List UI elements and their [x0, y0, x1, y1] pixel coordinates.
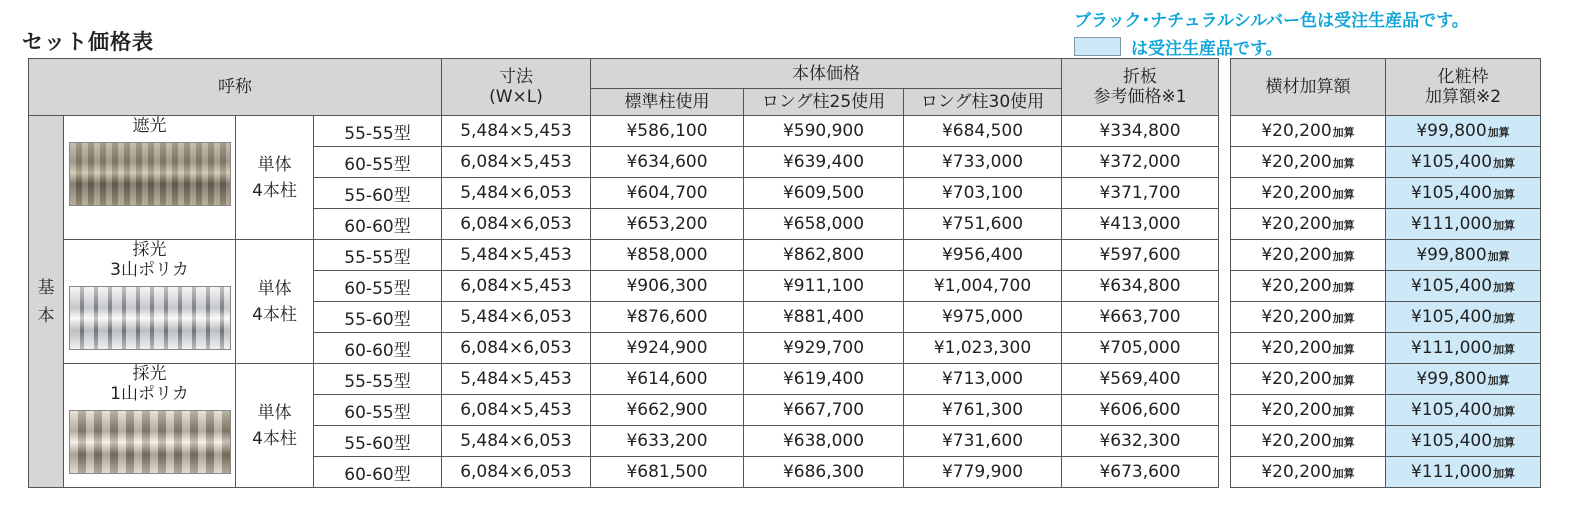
frame-add-cell: [1386, 333, 1541, 364]
model-cell: 55-55型: [314, 240, 442, 271]
swatch-legend-text: は受注生産品です。: [1131, 39, 1283, 59]
add-suffix: 加算: [1493, 343, 1516, 356]
unit-cell: [236, 116, 314, 240]
model-cell: 55-55型: [314, 364, 442, 395]
long25-price-cell: ¥590,900: [744, 116, 904, 147]
add-suffix: 加算: [1332, 188, 1355, 201]
header-frame-sub: 加算額※2: [1424, 87, 1502, 107]
size-cell: 6,084×6,053: [442, 333, 591, 364]
beam-add-value: ¥20,200: [1261, 338, 1332, 358]
beam-add-value: ¥20,200: [1261, 462, 1332, 482]
post-count: 4本柱: [252, 428, 297, 449]
table-row: [29, 364, 1541, 395]
std-price-cell: ¥662,900: [591, 395, 744, 426]
model-cell: 55-60型: [314, 426, 442, 457]
model-cell: 60-55型: [314, 271, 442, 302]
long25-price-cell: ¥658,000: [744, 209, 904, 240]
unit-cell: [236, 240, 314, 364]
beam-add-cell: [1231, 302, 1386, 333]
add-suffix: 加算: [1332, 467, 1355, 480]
beam-add-value: ¥20,200: [1261, 369, 1332, 389]
beam-add-value: ¥20,200: [1261, 214, 1332, 234]
beam-add-cell: [1231, 116, 1386, 147]
size-cell: 5,484×5,453: [442, 240, 591, 271]
std-price-cell: ¥876,600: [591, 302, 744, 333]
long25-price-cell: ¥609,500: [744, 178, 904, 209]
long25-price-cell: ¥911,100: [744, 271, 904, 302]
long30-price-cell: ¥684,500: [904, 116, 1062, 147]
model-cell: 60-60型: [314, 333, 442, 364]
frame-add-value: ¥105,400: [1410, 152, 1493, 172]
folding-price-cell: ¥673,600: [1062, 457, 1219, 488]
long30-price-cell: ¥975,000: [904, 302, 1062, 333]
frame-add-value: ¥105,400: [1410, 183, 1493, 203]
header-frame-label: 化粧枠: [1437, 67, 1489, 87]
column-gap: [1219, 457, 1231, 488]
beam-add-cell: [1231, 364, 1386, 395]
add-suffix: 加算: [1332, 436, 1355, 449]
add-suffix: 加算: [1487, 374, 1510, 387]
beam-add-value: ¥20,200: [1261, 276, 1332, 296]
add-suffix: 加算: [1332, 219, 1355, 232]
frame-add-value: ¥111,000: [1410, 462, 1493, 482]
long25-price-cell: ¥638,000: [744, 426, 904, 457]
model-cell: 60-60型: [314, 457, 442, 488]
column-gap: [1219, 333, 1231, 364]
std-price-cell: ¥906,300: [591, 271, 744, 302]
long25-price-cell: ¥862,800: [744, 240, 904, 271]
category-label: 基 本: [29, 116, 64, 488]
frame-add-cell: [1386, 302, 1541, 333]
add-suffix: 加算: [1332, 250, 1355, 263]
header-std-post: 標準柱使用: [591, 89, 744, 116]
beam-add-value: ¥20,200: [1261, 307, 1332, 327]
made-to-order-color-note: ブラック･ナチュラルシルバー色は受注生産品です。: [1074, 11, 1469, 31]
add-suffix: 加算: [1493, 467, 1516, 480]
frame-add-cell: [1386, 147, 1541, 178]
frame-add-cell: [1386, 178, 1541, 209]
header-size-label: 寸法: [499, 67, 533, 87]
set-price-table: [28, 58, 1541, 488]
shade-roof-photo: [69, 142, 231, 206]
folding-price-cell: ¥663,700: [1062, 302, 1219, 333]
unit-cell: [236, 364, 314, 488]
add-suffix: 加算: [1332, 343, 1355, 356]
std-price-cell: ¥858,000: [591, 240, 744, 271]
size-cell: 6,084×5,453: [442, 271, 591, 302]
price-table-body: [29, 116, 1541, 488]
beam-add-value: ¥20,200: [1261, 431, 1332, 451]
folding-price-cell: ¥371,700: [1062, 178, 1219, 209]
size-cell: 5,484×5,453: [442, 116, 591, 147]
folding-price-cell: ¥705,000: [1062, 333, 1219, 364]
frame-add-value: ¥111,000: [1410, 214, 1493, 234]
std-price-cell: ¥586,100: [591, 116, 744, 147]
product-subname: 1山ポリカ: [110, 384, 189, 404]
header-size-sub: (W×L): [489, 87, 543, 107]
long25-price-cell: ¥639,400: [744, 147, 904, 178]
size-cell: 6,084×5,453: [442, 147, 591, 178]
add-suffix: 加算: [1332, 374, 1355, 387]
size-cell: 6,084×6,053: [442, 209, 591, 240]
column-gap: [1219, 59, 1231, 116]
std-price-cell: ¥604,700: [591, 178, 744, 209]
add-suffix: 加算: [1332, 126, 1355, 139]
product-name: 採光: [132, 240, 167, 260]
column-gap: [1219, 240, 1231, 271]
size-cell: 5,484×6,053: [442, 178, 591, 209]
std-price-cell: ¥681,500: [591, 457, 744, 488]
long30-price-cell: ¥751,600: [904, 209, 1062, 240]
long25-price-cell: ¥619,400: [744, 364, 904, 395]
column-gap: [1219, 209, 1231, 240]
post-count: 4本柱: [252, 180, 297, 201]
product-subname: 3山ポリカ: [110, 260, 189, 280]
long30-price-cell: ¥713,000: [904, 364, 1062, 395]
add-suffix: 加算: [1493, 281, 1516, 294]
unit-type: 単体: [257, 402, 292, 423]
header-frame-add: [1386, 59, 1541, 116]
column-gap: [1219, 364, 1231, 395]
folding-price-cell: ¥597,600: [1062, 240, 1219, 271]
unit-type: 単体: [257, 154, 292, 175]
product-cell: [64, 364, 236, 488]
frame-add-value: ¥105,400: [1410, 431, 1493, 451]
model-cell: 60-55型: [314, 395, 442, 426]
add-suffix: 加算: [1487, 250, 1510, 263]
product-name: 採光: [132, 364, 167, 384]
product-cell: [64, 116, 236, 240]
add-suffix: 加算: [1332, 157, 1355, 170]
size-cell: 5,484×6,053: [442, 302, 591, 333]
model-cell: 60-60型: [314, 209, 442, 240]
product-cell: [64, 240, 236, 364]
model-cell: 60-55型: [314, 147, 442, 178]
frame-add-cell: [1386, 457, 1541, 488]
std-price-cell: ¥633,200: [591, 426, 744, 457]
model-cell: 55-60型: [314, 178, 442, 209]
post-count: 4本柱: [252, 304, 297, 325]
column-gap: [1219, 116, 1231, 147]
frame-add-cell: [1386, 240, 1541, 271]
size-cell: 6,084×6,053: [442, 457, 591, 488]
std-price-cell: ¥924,900: [591, 333, 744, 364]
frame-add-value: ¥99,800: [1416, 121, 1487, 141]
long25-price-cell: ¥881,400: [744, 302, 904, 333]
header-folding-label: 折板: [1123, 67, 1157, 87]
page-title: セット価格表: [22, 30, 154, 54]
column-gap: [1219, 302, 1231, 333]
folding-price-cell: ¥413,000: [1062, 209, 1219, 240]
column-gap: [1219, 271, 1231, 302]
folding-price-cell: ¥334,800: [1062, 116, 1219, 147]
add-suffix: 加算: [1493, 405, 1516, 418]
header-folding-sub: 参考価格※1: [1093, 87, 1187, 107]
add-suffix: 加算: [1493, 219, 1516, 232]
long25-price-cell: ¥686,300: [744, 457, 904, 488]
add-suffix: 加算: [1493, 157, 1516, 170]
folding-price-cell: ¥632,300: [1062, 426, 1219, 457]
frame-add-value: ¥111,000: [1410, 338, 1493, 358]
beam-add-value: ¥20,200: [1261, 152, 1332, 172]
std-price-cell: ¥634,600: [591, 147, 744, 178]
add-suffix: 加算: [1493, 436, 1516, 449]
frame-add-cell: [1386, 426, 1541, 457]
frame-add-value: ¥105,400: [1410, 400, 1493, 420]
beam-add-value: ¥20,200: [1261, 400, 1332, 420]
std-price-cell: ¥614,600: [591, 364, 744, 395]
beam-add-value: ¥20,200: [1261, 183, 1332, 203]
long30-price-cell: ¥731,600: [904, 426, 1062, 457]
size-cell: 5,484×5,453: [442, 364, 591, 395]
std-price-cell: ¥653,200: [591, 209, 744, 240]
beam-add-cell: [1231, 178, 1386, 209]
header-beam-add: 横材加算額: [1231, 59, 1386, 116]
long30-price-cell: ¥1,004,700: [904, 271, 1062, 302]
column-gap: [1219, 147, 1231, 178]
made-to-order-swatch: [1074, 37, 1121, 56]
frame-add-value: ¥105,400: [1410, 276, 1493, 296]
size-cell: 6,084×5,453: [442, 395, 591, 426]
frame-add-value: ¥99,800: [1416, 369, 1487, 389]
long30-price-cell: ¥1,023,300: [904, 333, 1062, 364]
column-gap: [1219, 426, 1231, 457]
folding-price-cell: ¥606,600: [1062, 395, 1219, 426]
beam-add-cell: [1231, 426, 1386, 457]
long30-price-cell: ¥779,900: [904, 457, 1062, 488]
long25-price-cell: ¥667,700: [744, 395, 904, 426]
beam-add-cell: [1231, 209, 1386, 240]
long30-price-cell: ¥733,000: [904, 147, 1062, 178]
beam-add-value: ¥20,200: [1261, 245, 1332, 265]
product-name: 遮光: [132, 116, 167, 136]
model-cell: 55-55型: [314, 116, 442, 147]
add-suffix: 加算: [1493, 188, 1516, 201]
long30-price-cell: ¥956,400: [904, 240, 1062, 271]
swatch-legend: [1074, 34, 1283, 59]
header-size: [442, 59, 591, 116]
header-long30: ロング柱30使用: [904, 89, 1062, 116]
header-body-price: 本体価格: [591, 59, 1062, 89]
beam-add-cell: [1231, 457, 1386, 488]
add-suffix: 加算: [1332, 281, 1355, 294]
table-row: [29, 240, 1541, 271]
column-gap: [1219, 395, 1231, 426]
header-long25: ロング柱25使用: [744, 89, 904, 116]
frame-add-value: ¥99,800: [1416, 245, 1487, 265]
unit-type: 単体: [257, 278, 292, 299]
add-suffix: 加算: [1332, 405, 1355, 418]
long25-price-cell: ¥929,700: [744, 333, 904, 364]
folding-price-cell: ¥634,800: [1062, 271, 1219, 302]
add-suffix: 加算: [1493, 312, 1516, 325]
size-cell: 5,484×6,053: [442, 426, 591, 457]
add-suffix: 加算: [1332, 312, 1355, 325]
long30-price-cell: ¥761,300: [904, 395, 1062, 426]
frame-add-cell: [1386, 271, 1541, 302]
column-gap: [1219, 178, 1231, 209]
frame-add-cell: [1386, 395, 1541, 426]
beam-add-cell: [1231, 147, 1386, 178]
beam-add-cell: [1231, 240, 1386, 271]
long30-price-cell: ¥703,100: [904, 178, 1062, 209]
frame-add-cell: [1386, 364, 1541, 395]
frame-add-value: ¥105,400: [1410, 307, 1493, 327]
model-cell: 55-60型: [314, 302, 442, 333]
table-row: [29, 116, 1541, 147]
header-folding-price: [1062, 59, 1219, 116]
folding-price-cell: ¥372,000: [1062, 147, 1219, 178]
add-suffix: 加算: [1487, 126, 1510, 139]
3-ridge-polycarbonate-roof-photo: [69, 286, 231, 350]
beam-add-cell: [1231, 333, 1386, 364]
beam-add-cell: [1231, 395, 1386, 426]
beam-add-cell: [1231, 271, 1386, 302]
folding-price-cell: ¥569,400: [1062, 364, 1219, 395]
frame-add-cell: [1386, 116, 1541, 147]
1-ridge-polycarbonate-roof-photo: [69, 410, 231, 474]
frame-add-cell: [1386, 209, 1541, 240]
header-name: 呼称: [29, 59, 442, 116]
beam-add-value: ¥20,200: [1261, 121, 1332, 141]
